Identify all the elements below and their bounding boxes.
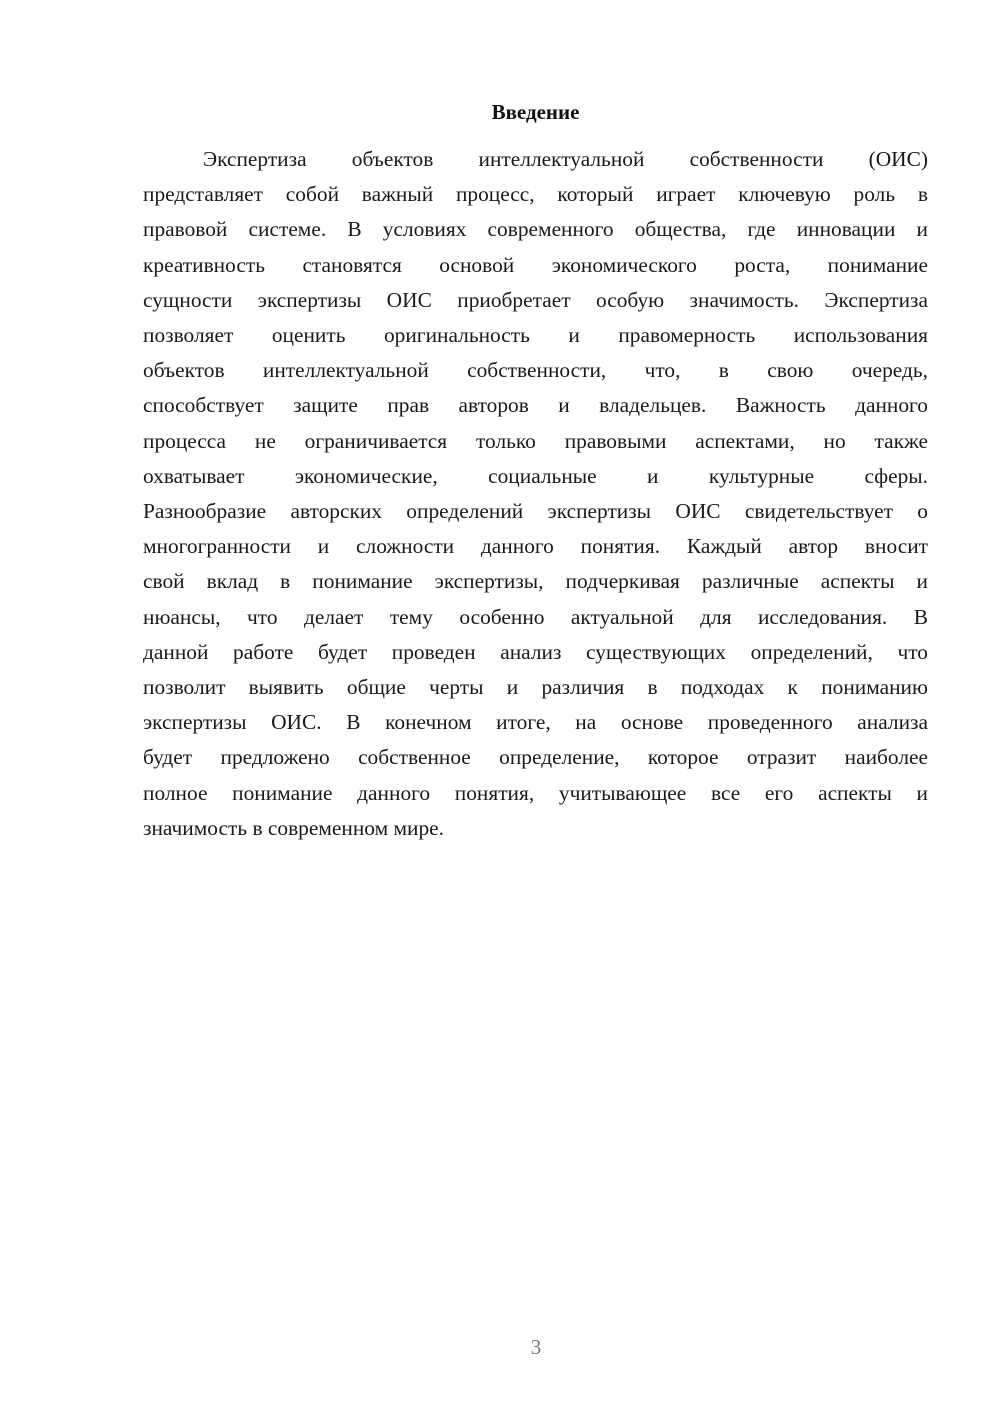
page-number: 3 <box>530 1335 542 1359</box>
paragraph-line: процесса не ограничивается только правовыми аспектами, но также <box>143 428 928 453</box>
section-heading: Введение <box>491 100 580 124</box>
paragraph-line: представляет собой важный процесс, который играет ключевую роль в <box>143 182 928 207</box>
body-paragraph <box>143 142 928 846</box>
paragraph-line: правовой системе. В условиях современного общества, где инновации и <box>143 217 928 242</box>
paragraph-line: способствует защите прав авторов и владельцев. Важность данного <box>143 393 928 418</box>
paragraph-line: значимость в современном мире. <box>143 815 444 840</box>
paragraph-line: креативность становятся основой экономического роста, понимание <box>143 252 928 277</box>
paragraph-line: Экспертиза объектов интеллектуальной собственности (ОИС) <box>203 147 928 171</box>
paragraph-line: экспертизы ОИС. В конечном итоге, на основе проведенного анализа <box>143 710 928 735</box>
paragraph-line: позволит выявить общие черты и различия в подходах к пониманию <box>143 675 928 700</box>
paragraph-line: многогранности и сложности данного понятия. Каждый автор вносит <box>143 534 928 559</box>
paragraph-line: охватывает экономические, социальные и культурные сферы. <box>143 463 928 488</box>
paragraph-line: сущности экспертизы ОИС приобретает особую значимость. Экспертиза <box>143 287 928 312</box>
paragraph-line: полное понимание данного понятия, учитывающее все его аспекты и <box>143 780 928 805</box>
paragraph-line: свой вклад в понимание экспертизы, подчеркивая различные аспекты и <box>143 569 928 594</box>
paragraph-line: нюансы, что делает тему особенно актуальной для исследования. В <box>143 604 928 629</box>
paragraph-line: позволяет оценить оригинальность и правомерность использования <box>143 323 928 348</box>
paragraph-line: Разнообразие авторских определений экспертизы ОИС свидетельствует о <box>143 499 928 524</box>
paragraph-line: данной работе будет проведен анализ существующих определений, что <box>143 639 928 664</box>
paragraph-line: объектов интеллектуальной собственности, что, в свою очередь, <box>143 358 928 383</box>
paragraph-line: будет предложено собственное определение, которое отразит наиболее <box>143 745 928 770</box>
